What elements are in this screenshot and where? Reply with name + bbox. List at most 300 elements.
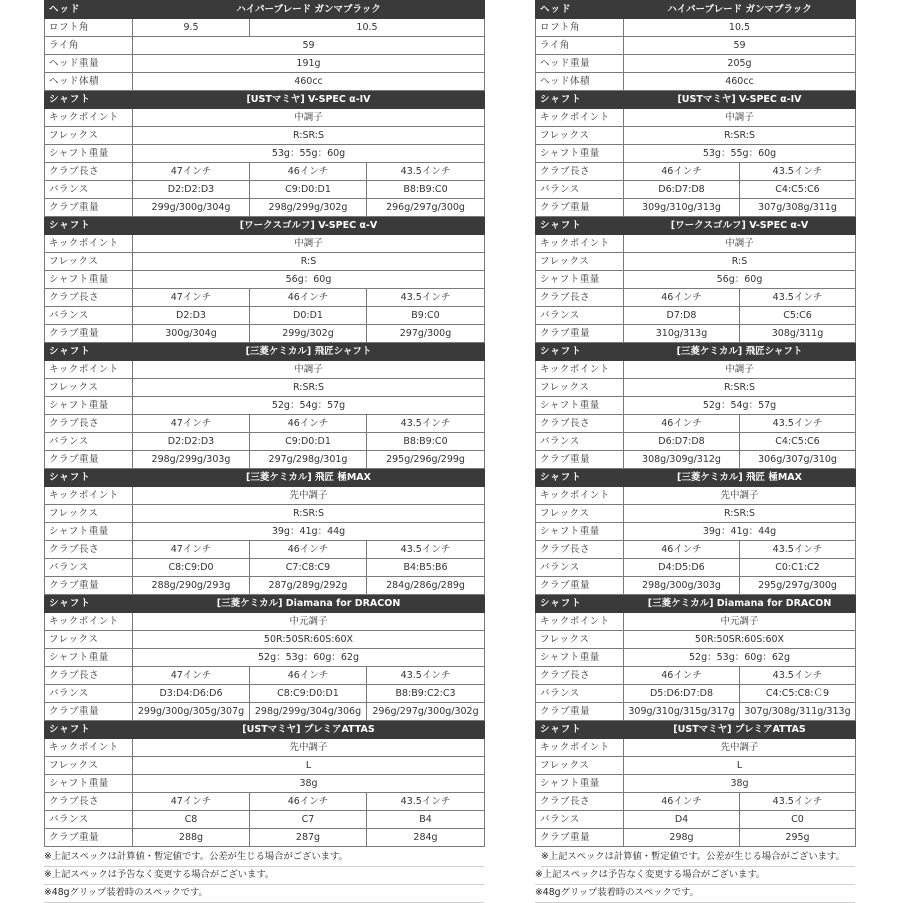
- row-label: シャフト: [45, 343, 133, 361]
- row-label: ライ角: [536, 37, 624, 55]
- spec-value: 中調子: [133, 109, 485, 127]
- spec-value: 296g/297g/300g/302g: [367, 703, 485, 721]
- spec-row: [45, 631, 485, 649]
- row-label: クラブ長さ: [536, 289, 624, 307]
- spec-value: 284g: [367, 829, 485, 847]
- row-label: キックポイント: [45, 235, 133, 253]
- spec-row: [536, 307, 856, 325]
- shaft-section-5-header: [536, 595, 856, 613]
- row-label: シャフト重量: [536, 775, 624, 793]
- spec-row: [45, 649, 485, 667]
- spec-row: [45, 505, 485, 523]
- row-label: クラブ長さ: [45, 415, 133, 433]
- spec-value: 10.5: [624, 19, 856, 37]
- spec-row: [45, 253, 485, 271]
- spec-row: [536, 145, 856, 163]
- spec-value: 52g：54g：57g: [133, 397, 485, 415]
- spec-value: 59: [624, 37, 856, 55]
- row-label: シャフト: [536, 217, 624, 235]
- row-label: シャフト: [536, 595, 624, 613]
- spec-value: 298g/299g/304g/306g: [250, 703, 367, 721]
- spec-value: 46インチ: [624, 667, 740, 685]
- spec-row: [45, 541, 485, 559]
- spec-row: [45, 613, 485, 631]
- row-label: キックポイント: [45, 361, 133, 379]
- head-section-header: [536, 1, 856, 19]
- shaft-section-2-header: [45, 217, 485, 235]
- spec-value: 56g：60g: [133, 271, 485, 289]
- row-label: バランス: [45, 559, 133, 577]
- spec-value: 307g/308g/311g: [740, 199, 856, 217]
- spec-row: [45, 793, 485, 811]
- spec-row: [45, 685, 485, 703]
- spec-value: 43.5インチ: [740, 163, 856, 181]
- spec-row: [536, 37, 856, 55]
- row-label: シャフト: [536, 343, 624, 361]
- shaft-section-2-header: [536, 217, 856, 235]
- row-label: シャフト: [45, 595, 133, 613]
- spec-value: 43.5インチ: [740, 541, 856, 559]
- row-label: クラブ重量: [536, 199, 624, 217]
- row-label: クラブ重量: [536, 451, 624, 469]
- spec-value: 59: [133, 37, 485, 55]
- row-label: クラブ長さ: [45, 163, 133, 181]
- spec-value: 298g/299g/303g: [133, 451, 250, 469]
- spec-value: 310g/313g: [624, 325, 740, 343]
- spec-value: 309g/310g/313g: [624, 199, 740, 217]
- spec-row: [536, 631, 856, 649]
- spec-value: 39g：41g：44g: [133, 523, 485, 541]
- spec-row: [536, 829, 856, 847]
- spec-row: [536, 163, 856, 181]
- left-spec-body: [45, 1, 485, 847]
- row-label: クラブ重量: [45, 199, 133, 217]
- spec-value: 43.5インチ: [367, 415, 485, 433]
- spec-value: 460cc: [133, 73, 485, 91]
- spec-value: 50R:50SR:60S:60X: [133, 631, 485, 649]
- shaft-section-1-header: [536, 91, 856, 109]
- row-label: シャフト重量: [45, 523, 133, 541]
- spec-value: D7:D8: [624, 307, 740, 325]
- spec-row: [45, 199, 485, 217]
- spec-value: 298g/300g/303g: [624, 577, 740, 595]
- row-label: ロフト角: [536, 19, 624, 37]
- spec-value: 460cc: [624, 73, 856, 91]
- spec-row: [45, 55, 485, 73]
- spec-row: [45, 109, 485, 127]
- spec-note: ※48gグリップ装着時のスペックです。: [44, 884, 484, 903]
- spec-row: [536, 757, 856, 775]
- spec-value: 43.5インチ: [740, 289, 856, 307]
- spec-row: [45, 361, 485, 379]
- spec-row: [536, 703, 856, 721]
- spec-value: C8:C9:D0:D1: [250, 685, 367, 703]
- spec-value: C0: [740, 811, 856, 829]
- spec-value: D6:D7:D8: [624, 433, 740, 451]
- spec-value: R:SR:S: [133, 505, 485, 523]
- row-label: シャフト重量: [536, 649, 624, 667]
- spec-value: 300g/304g: [133, 325, 250, 343]
- spec-row: [536, 577, 856, 595]
- row-label: クラブ長さ: [45, 289, 133, 307]
- row-label: キックポイント: [45, 613, 133, 631]
- spec-value: 299g/302g: [250, 325, 367, 343]
- shaft-section-6-header: [536, 721, 856, 739]
- spec-value: 39g：41g：44g: [624, 523, 856, 541]
- row-label: シャフト: [45, 217, 133, 235]
- spec-value: D4: [624, 811, 740, 829]
- spec-row: [536, 181, 856, 199]
- spec-value: 309g/310g/315g/317g: [624, 703, 740, 721]
- section-title: [三菱ケミカル] 飛匠シャフト: [133, 343, 485, 361]
- row-label: ヘッド体積: [536, 73, 624, 91]
- spec-row: [45, 37, 485, 55]
- spec-value: 205g: [624, 55, 856, 73]
- section-title: [USTマミヤ] プレミアATTAS: [624, 721, 856, 739]
- spec-value: 43.5インチ: [367, 163, 485, 181]
- row-label: ライ角: [45, 37, 133, 55]
- section-title: [USTマミヤ] プレミアATTAS: [133, 721, 485, 739]
- spec-value: 46インチ: [250, 289, 367, 307]
- spec-value: L: [624, 757, 856, 775]
- section-title: [三菱ケミカル] 飛匠 極MAX: [624, 469, 856, 487]
- row-label: ヘッド重量: [45, 55, 133, 73]
- spec-value: 47インチ: [133, 163, 250, 181]
- spec-value: 47インチ: [133, 415, 250, 433]
- spec-value: 中元調子: [133, 613, 485, 631]
- row-label: フレックス: [536, 505, 624, 523]
- row-label: フレックス: [536, 757, 624, 775]
- left-spec-table: [44, 0, 485, 847]
- head-section-header: [45, 1, 485, 19]
- spec-value: 47インチ: [133, 289, 250, 307]
- spec-value: R:SR:S: [133, 127, 485, 145]
- spec-value: C8: [133, 811, 250, 829]
- spec-row: [45, 289, 485, 307]
- row-label: シャフト重量: [45, 397, 133, 415]
- row-label: フレックス: [536, 631, 624, 649]
- row-label: クラブ長さ: [536, 667, 624, 685]
- spec-value: 中調子: [624, 235, 856, 253]
- row-label: クラブ重量: [45, 829, 133, 847]
- spec-value: 43.5インチ: [367, 793, 485, 811]
- spec-row: [536, 415, 856, 433]
- row-label: フレックス: [45, 253, 133, 271]
- spec-row: [536, 613, 856, 631]
- row-label: クラブ長さ: [536, 541, 624, 559]
- row-label: シャフト重量: [45, 775, 133, 793]
- row-label: ヘッド: [45, 1, 133, 19]
- spec-value: 297g/298g/301g: [250, 451, 367, 469]
- section-title: [ワークスゴルフ] V-SPEC α-V: [133, 217, 485, 235]
- spec-value: 308g/309g/312g: [624, 451, 740, 469]
- spec-row: [536, 451, 856, 469]
- spec-row: [45, 775, 485, 793]
- spec-value: 46インチ: [624, 793, 740, 811]
- spec-value: 306g/307g/310g: [740, 451, 856, 469]
- spec-value: 9.5: [133, 19, 250, 37]
- row-label: シャフト: [536, 91, 624, 109]
- row-label: クラブ重量: [536, 703, 624, 721]
- spec-value: C4:C5:C8:Ｃ9: [740, 685, 856, 703]
- spec-value: D3:D4:D6:D6: [133, 685, 250, 703]
- spec-value: 38g: [133, 775, 485, 793]
- spec-row: [536, 433, 856, 451]
- spec-row: [45, 397, 485, 415]
- spec-value: 307g/308g/311g/313g: [740, 703, 856, 721]
- spec-value: 53g：55g：60g: [133, 145, 485, 163]
- spec-row: [536, 505, 856, 523]
- spec-value: C9:D0:D1: [250, 433, 367, 451]
- spec-row: [45, 433, 485, 451]
- spec-value: 中元調子: [624, 613, 856, 631]
- spec-value: R:SR:S: [624, 379, 856, 397]
- spec-value: 299g/300g/305g/307g: [133, 703, 250, 721]
- spec-row: [536, 73, 856, 91]
- spec-value: 43.5インチ: [367, 667, 485, 685]
- row-label: クラブ重量: [45, 577, 133, 595]
- spec-row: [45, 739, 485, 757]
- row-label: クラブ長さ: [45, 793, 133, 811]
- spec-value: 先中調子: [133, 487, 485, 505]
- spec-value: 先中調子: [624, 739, 856, 757]
- spec-value: C7:C8:C9: [250, 559, 367, 577]
- shaft-section-6-header: [45, 721, 485, 739]
- spec-value: 43.5インチ: [740, 667, 856, 685]
- spec-row: [45, 325, 485, 343]
- spec-row: [536, 379, 856, 397]
- spec-value: 56g：60g: [624, 271, 856, 289]
- spec-row: [45, 19, 485, 37]
- section-title: [三菱ケミカル] 飛匠 極MAX: [133, 469, 485, 487]
- spec-row: [45, 379, 485, 397]
- spec-row: [536, 325, 856, 343]
- spec-row: [45, 163, 485, 181]
- row-label: バランス: [45, 433, 133, 451]
- row-label: バランス: [45, 685, 133, 703]
- spec-row: [536, 271, 856, 289]
- spec-row: [45, 415, 485, 433]
- spec-row: [536, 127, 856, 145]
- spec-row: [45, 181, 485, 199]
- spec-value: 298g/299g/302g: [250, 199, 367, 217]
- spec-row: [45, 703, 485, 721]
- spec-row: [45, 307, 485, 325]
- spec-value: 46インチ: [624, 541, 740, 559]
- section-title: [三菱ケミカル] 飛匠シャフト: [624, 343, 856, 361]
- row-label: ヘッド: [536, 1, 624, 19]
- spec-row: [536, 667, 856, 685]
- spec-row: [536, 649, 856, 667]
- row-label: クラブ重量: [536, 829, 624, 847]
- spec-value: 先中調子: [624, 487, 856, 505]
- row-label: フレックス: [45, 631, 133, 649]
- spec-value: D4:D5:D6: [624, 559, 740, 577]
- spec-row: [45, 757, 485, 775]
- right-spec-body: [536, 1, 856, 847]
- spec-row: [536, 199, 856, 217]
- spec-value: B4: [367, 811, 485, 829]
- spec-row: [45, 811, 485, 829]
- spec-value: R:S: [133, 253, 485, 271]
- spec-value: 中調子: [133, 361, 485, 379]
- section-title: [USTマミヤ] V-SPEC α-IV: [133, 91, 485, 109]
- spec-value: D2:D2:D3: [133, 181, 250, 199]
- row-label: クラブ重量: [536, 325, 624, 343]
- row-label: シャフト重量: [536, 145, 624, 163]
- spec-value: 中調子: [624, 361, 856, 379]
- spec-value: 46インチ: [624, 289, 740, 307]
- row-label: キックポイント: [45, 739, 133, 757]
- spec-value: C9:D0:D1: [250, 181, 367, 199]
- spec-value: B8:B9:C2:C3: [367, 685, 485, 703]
- row-label: クラブ重量: [45, 451, 133, 469]
- spec-value: B8:B9:C0: [367, 181, 485, 199]
- section-title: [三菱ケミカル] Diamana for DRACON: [133, 595, 485, 613]
- spec-row: [45, 667, 485, 685]
- spec-value: R:S: [624, 253, 856, 271]
- spec-value: 52g：53g：60g：62g: [624, 649, 856, 667]
- row-label: クラブ長さ: [536, 415, 624, 433]
- shaft-section-3-header: [45, 343, 485, 361]
- row-label: シャフト: [536, 469, 624, 487]
- spec-value: B8:B9:C0: [367, 433, 485, 451]
- row-label: シャフト: [536, 721, 624, 739]
- spec-row: [536, 793, 856, 811]
- spec-value: 47インチ: [133, 793, 250, 811]
- spec-row: [536, 739, 856, 757]
- spec-value: 47インチ: [133, 541, 250, 559]
- spec-value: 52g：54g：57g: [624, 397, 856, 415]
- row-label: バランス: [536, 181, 624, 199]
- spec-note: ※上記スペックは計算値・暫定値です。公差が生じる場合がございます。: [541, 848, 855, 867]
- spec-value: 50R:50SR:60S:60X: [624, 631, 856, 649]
- row-label: キックポイント: [45, 487, 133, 505]
- row-label: キックポイント: [536, 487, 624, 505]
- row-label: バランス: [45, 811, 133, 829]
- spec-value: 295g/296g/299g: [367, 451, 485, 469]
- row-label: フレックス: [536, 379, 624, 397]
- spec-row: [536, 289, 856, 307]
- row-label: キックポイント: [536, 235, 624, 253]
- spec-value: D0:D1: [250, 307, 367, 325]
- spec-value: C8:C9:D0: [133, 559, 250, 577]
- spec-value: 297g/300g: [367, 325, 485, 343]
- row-label: フレックス: [536, 127, 624, 145]
- row-label: シャフト重量: [45, 145, 133, 163]
- row-label: ロフト角: [45, 19, 133, 37]
- spec-value: 191g: [133, 55, 485, 73]
- row-label: フレックス: [45, 379, 133, 397]
- spec-note: ※上記スペックは予告なく変更する場合がございます。: [535, 866, 855, 885]
- spec-value: 38g: [624, 775, 856, 793]
- spec-value: D5:D6:D7:D8: [624, 685, 740, 703]
- spec-value: 46インチ: [250, 793, 367, 811]
- spec-row: [536, 811, 856, 829]
- row-label: シャフト重量: [536, 523, 624, 541]
- spec-value: R:SR:S: [133, 379, 485, 397]
- spec-value: 287g/289g/292g: [250, 577, 367, 595]
- spec-value: 43.5インチ: [367, 289, 485, 307]
- spec-value: C5:C6: [740, 307, 856, 325]
- spec-value: 284g/286g/289g: [367, 577, 485, 595]
- right-spec-table: [535, 0, 856, 847]
- spec-value: 46インチ: [250, 415, 367, 433]
- row-label: クラブ長さ: [45, 667, 133, 685]
- row-label: キックポイント: [536, 361, 624, 379]
- shaft-section-4-header: [45, 469, 485, 487]
- shaft-section-3-header: [536, 343, 856, 361]
- spec-row: [45, 145, 485, 163]
- row-label: ヘッド重量: [536, 55, 624, 73]
- spec-value: 52g：53g：60g：62g: [133, 649, 485, 667]
- row-label: クラブ長さ: [536, 793, 624, 811]
- row-label: フレックス: [45, 757, 133, 775]
- spec-value: 47インチ: [133, 667, 250, 685]
- spec-row: [536, 397, 856, 415]
- spec-row: [45, 271, 485, 289]
- row-label: バランス: [536, 433, 624, 451]
- spec-row: [536, 109, 856, 127]
- spec-value: 46インチ: [250, 541, 367, 559]
- spec-row: [536, 19, 856, 37]
- spec-row: [536, 235, 856, 253]
- row-label: キックポイント: [536, 739, 624, 757]
- spec-value: 296g/297g/300g: [367, 199, 485, 217]
- spec-value: 43.5インチ: [740, 793, 856, 811]
- spec-value: 43.5インチ: [740, 415, 856, 433]
- row-label: クラブ重量: [45, 703, 133, 721]
- spec-note: ※上記スペックは計算値・暫定値です。公差が生じる場合がございます。: [44, 848, 484, 867]
- spec-value: 295g: [740, 829, 856, 847]
- section-title: ハイパーブレード ガンマブラック: [624, 1, 856, 19]
- spec-row: [536, 55, 856, 73]
- spec-value: C0:C1:C2: [740, 559, 856, 577]
- spec-row: [536, 775, 856, 793]
- spec-row: [536, 253, 856, 271]
- spec-row: [536, 361, 856, 379]
- section-title: ハイパーブレード ガンマブラック: [133, 1, 485, 19]
- spec-value: 先中調子: [133, 739, 485, 757]
- row-label: シャフト重量: [45, 649, 133, 667]
- spec-value: 中調子: [624, 109, 856, 127]
- spec-row: [45, 73, 485, 91]
- row-label: バランス: [45, 181, 133, 199]
- row-label: クラブ重量: [45, 325, 133, 343]
- spec-row: [536, 685, 856, 703]
- spec-value: 46インチ: [250, 163, 367, 181]
- row-label: バランス: [45, 307, 133, 325]
- row-label: フレックス: [45, 505, 133, 523]
- row-label: クラブ長さ: [536, 163, 624, 181]
- row-label: バランス: [536, 811, 624, 829]
- row-label: クラブ重量: [536, 577, 624, 595]
- spec-row: [45, 523, 485, 541]
- spec-value: 298g: [624, 829, 740, 847]
- section-title: [三菱ケミカル] Diamana for DRACON: [624, 595, 856, 613]
- shaft-section-4-header: [536, 469, 856, 487]
- spec-value: 46インチ: [624, 415, 740, 433]
- row-label: フレックス: [45, 127, 133, 145]
- row-label: シャフト重量: [536, 271, 624, 289]
- spec-value: C7: [250, 811, 367, 829]
- section-title: [ワークスゴルフ] V-SPEC α-V: [624, 217, 856, 235]
- section-title: [USTマミヤ] V-SPEC α-IV: [624, 91, 856, 109]
- spec-row: [45, 577, 485, 595]
- spec-row: [536, 487, 856, 505]
- spec-value: B9:C0: [367, 307, 485, 325]
- row-label: バランス: [536, 685, 624, 703]
